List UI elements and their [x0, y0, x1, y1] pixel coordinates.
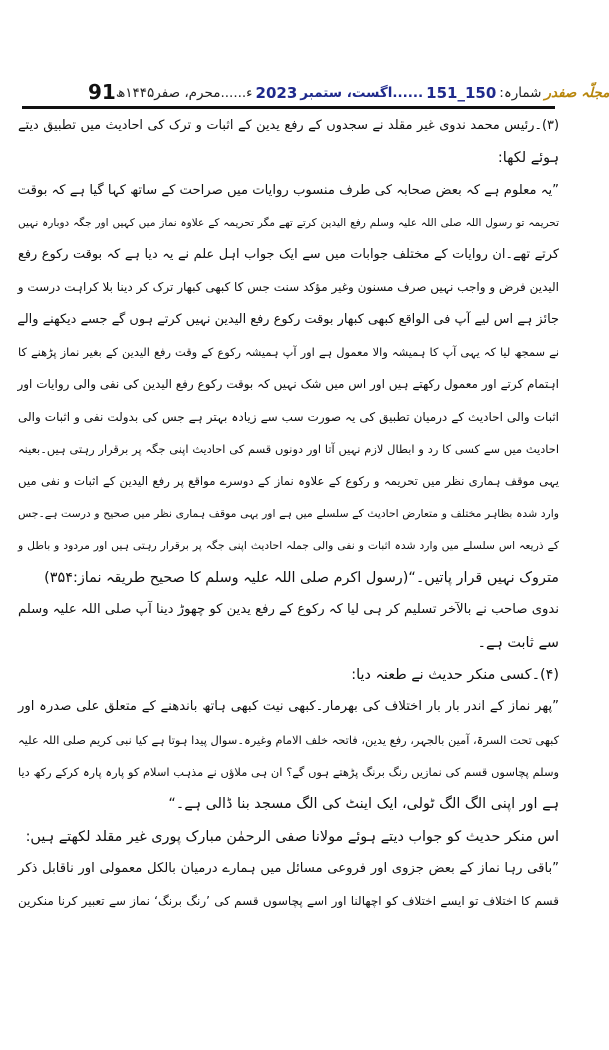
- article-body: [18, 110, 559, 917]
- quote-line: تحریمہ تو رسول اللہ صلی اللہ علیہ وسلم رفع الیدین کرتے تھے مگر تحریمہ کے علاوہ نماز میں کہیں اور جگہ دوبارہ نہیں: [18, 216, 559, 229]
- issue-year: 2023: [255, 84, 298, 102]
- text-line: (۳)۔رئیس محمد ندوی غیر مقلد نے سجدوں کے رفع یدین کے اثبات و ترک کی احادیث میں تطبیق دیتے: [18, 118, 559, 133]
- quote-line: نے سمجھ لیا کہ یہی آپ کا ہمیشہ والا معمول ہے اور آپ ہمیشہ رکوع کے وقت رفع الیدین کے بغیر نماز پڑھنے کا: [18, 345, 559, 360]
- journal-info: [116, 82, 609, 104]
- quote-line: احادیث میں سے کسی کا رد و ابطال لازم نہیں آتا اور دونوں قسم کی احادیث اپنی جگہ پر برقرار رہتی ہیں۔بعینہ: [18, 441, 559, 456]
- journal-name: مجلّہ صفدر: [544, 85, 609, 101]
- quote-line: اثبات والی احادیث کے درمیان تطبیق کی یہ صورت سب سے زیادہ بہتر ہے جس کی بدولت نفی و اثبات والی: [18, 409, 559, 424]
- quote-line: کبھی تحت السرۃ، آمین بالجہر، رفع یدین، فاتحہ خلف الامام وغیرہ۔سوال پیدا ہوتا ہے کیا نبی کریم صلی اللہ علیہ: [18, 732, 559, 747]
- issue-months: ......اگست، ستمبر: [300, 85, 424, 101]
- header-rule: [22, 106, 555, 109]
- quote-line: قسم کا اختلاف تو ایسے اختلاف کو اچھالنا اور اسے پچاسوں قسم کی ’رنگ برنگ‘ نماز سے تعبیر کرنا منکرین: [18, 894, 559, 909]
- quote-line: متروک نہیں قرار پاتیں۔“(رسول اکرم صلی اللہ علیہ وسلم کا صحیح طریقہ نماز:۳۵۴): [44, 570, 559, 587]
- text-line: (۴)۔کسی منکر حدیث نے طعنہ دیا:: [351, 667, 559, 684]
- quote-line: ہے اور اپنی الگ الگ ٹولی، ایک اینٹ کی الگ مسجد بنا ڈالی ہے۔“: [168, 796, 559, 813]
- page-number: 91: [88, 80, 116, 104]
- quote-line: اہتمام کرتے اور معمول رکھتے ہیں اور اس میں شک نہیں کہ بوقت رکوع رفع الیدین کی نفی والی روایات اور: [17, 377, 559, 392]
- text-line: اس منکر حدیث کو جواب دیتے ہوئے مولانا صفی الرحمٰن مبارک پوری غیر مقلد لکھتے ہیں:: [25, 828, 559, 845]
- quote-line: کرتے تھے۔ان روایات کے مختلف جوابات میں سے ایک جواب اہل علم نے یہ دیا ہے کہ بوقت رکوع رفع: [18, 247, 559, 263]
- quote-line: ”یہ معلوم ہے کہ بعض صحابہ کی طرف منسوب روایات میں صراحت کے ساتھ کہا گیا ہے کہ بوقت: [17, 182, 559, 198]
- issue-label: شمارہ:: [499, 85, 542, 101]
- quote-line: وارد شدہ بظاہر مختلف و متعارض احادیث کے سلسلے میں ہے اور یہی موقف ہماری نظر میں صحیح و درست ہے۔جس: [18, 506, 559, 520]
- hijri-date: ء......محرم، صفر۱۴۴۵ھ: [115, 85, 253, 101]
- text-line: سے ثابت ہے۔: [477, 634, 559, 651]
- quote-line: یہی موقف ہماری نظر میں تحریمہ و رکوع کے علاوہ نماز کے دوسرے مواقع پر رفع الیدین کے اثبات و نفی میں: [18, 474, 559, 489]
- issue-numbers: 151_150: [426, 84, 497, 102]
- quote-line: وسلم پچاسوں قسم کی نمازیں رنگ برنگ پڑھتے ہوں گے؟ ان ہی ملاؤں نے مذہب اسلام کو پارہ پارہ کرکے رکھ دیا: [18, 764, 559, 779]
- text-line: ہوئے لکھا:: [497, 150, 559, 167]
- quote-line: کے ذریعہ اس سلسلے میں وارد شدہ اثبات و نفی والی جملہ احادیث اپنی جگہ پر برقرار رہتی ہیں اور مردود و باطل و: [18, 538, 559, 552]
- quote-line: جائز ہے اس لیے آپ فی الواقع کبھی کبھار بوقت رکوع رفع الیدین نہیں کرتے ہوں گے جسے دیکھنے والے: [17, 311, 559, 327]
- quote-line: الیدین فرض و واجب نہیں صرف مسنون وغیر مؤکد سنت جس کا کبھی کبھار ترک کر دینا بلا کراہت درست و: [17, 280, 559, 295]
- page-header: [22, 74, 609, 104]
- quote-line: ”پھر نماز کے اندر بار بار اختلاف کی بھرمار۔کبھی نیت کبھی ہاتھ باندھنے کے متعلق علی صدرہ اور: [18, 699, 559, 715]
- text-line: ندوی صاحب نے بالآخر تسلیم کر ہی لیا کہ رکوع کے رفع یدین کو چھوڑ دینا آپ صلی اللہ علیہ وسلم: [18, 602, 559, 618]
- quote-line: ”باقی رہا نماز کے بعض جزوی اور فروعی مسائل میں ہمارے درمیان بالکل معمولی اور ناقابل ذکر: [18, 860, 559, 876]
